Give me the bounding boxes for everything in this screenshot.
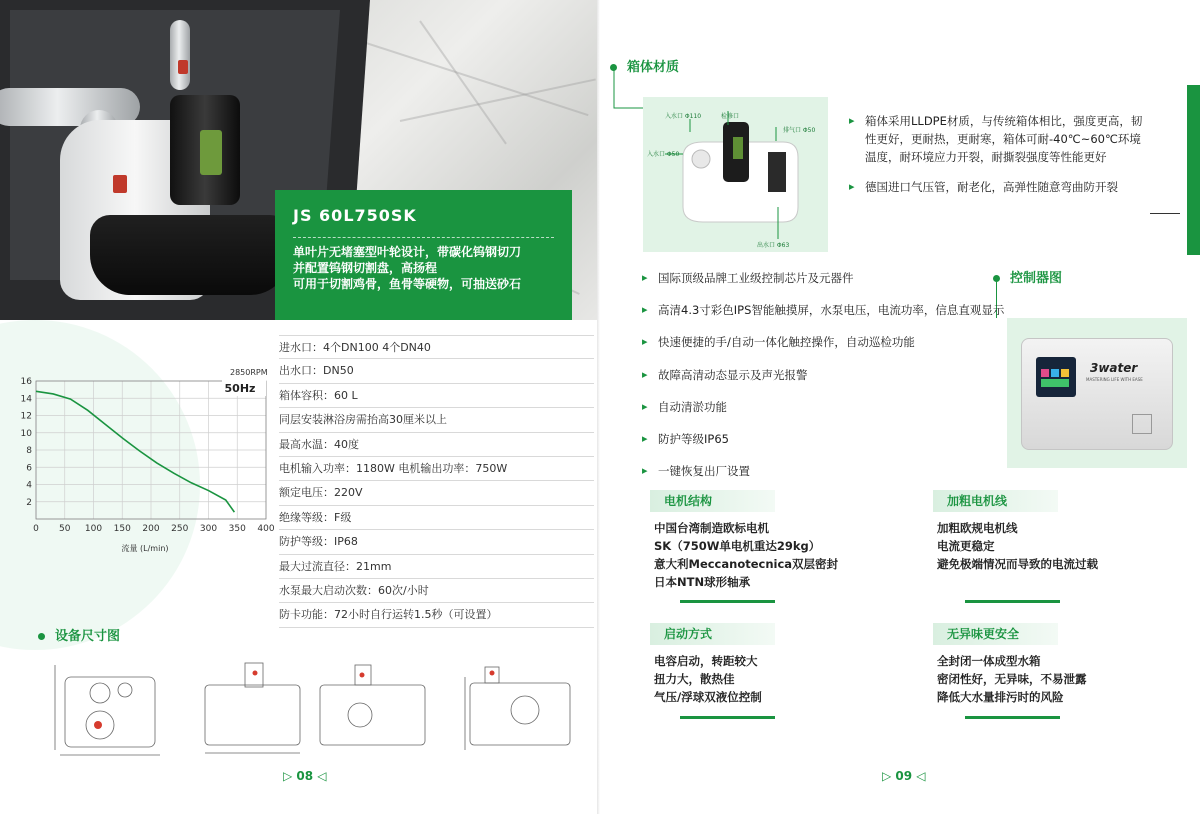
pump-base: [90, 215, 290, 295]
feature-item: ▸ 一键恢复出厂设置: [642, 461, 1042, 493]
hero-line: 并配置钨钢切割盘，高扬程: [293, 261, 438, 275]
feature-item: ▸ 自动清淤功能: [642, 397, 1042, 429]
card-line: 扭力大，散热佳: [654, 672, 735, 686]
card-body: [937, 652, 1087, 706]
diagram-label: 检修口: [721, 113, 740, 120]
card-body: [937, 519, 1098, 573]
rpm-label: 2850RPM: [230, 368, 268, 377]
performance-curve: [36, 391, 234, 512]
card-title: 启动方式: [650, 623, 775, 645]
x-tick-label: 250: [171, 524, 189, 534]
controller-slogan: MASTERING LIFE WITH EASE: [1086, 377, 1143, 382]
pipe: [170, 20, 190, 90]
diagram-label: 出水口 Φ63: [757, 242, 790, 249]
controller-device: [1021, 338, 1173, 450]
y-tick-label: 10: [20, 428, 32, 439]
card-line: SK（750W单电机重达29kg）: [654, 539, 821, 553]
spec-row: 防护等级：IP68: [279, 530, 594, 554]
x-tick-label: 100: [84, 524, 103, 534]
x-tick-label: 200: [142, 524, 160, 534]
spec-table: [279, 335, 594, 628]
x-tick-label: 400: [257, 524, 275, 534]
card-line: 电容启动，转距较大: [654, 654, 758, 668]
spec-row: 电机输入功率：1180W 电机输出功率：750W: [279, 457, 594, 481]
y-tick-label: 16: [20, 377, 32, 387]
spec-row: 防卡功能：72小时自行运转1.5秒（可设置）: [279, 603, 594, 627]
card-line: 意大利Meccanotecnica双层密封: [654, 557, 839, 571]
card-line: 降低大水量排污时的风险: [937, 690, 1064, 704]
card-line: 避免极端情况而导致的电流过载: [937, 557, 1098, 571]
x-tick-label: 50: [59, 524, 71, 534]
diagram-label: 入水口 Φ110: [665, 113, 702, 120]
x-tick-label: 300: [199, 524, 218, 534]
feature-item: ▸ 国际顶级品牌工业级控制芯片及元器件: [642, 268, 1042, 300]
card-line: 日本NTN球形轴承: [654, 575, 751, 589]
performance-chart: [0, 322, 275, 622]
spec-row: 最大过流直径：21mm: [279, 555, 594, 579]
y-tick-label: 8: [26, 446, 32, 456]
x-tick-label: 150: [113, 524, 131, 534]
page-number: ▷ 08 ◁: [283, 769, 327, 783]
x-tick-label: 0: [33, 524, 39, 534]
card-body: [654, 519, 838, 591]
dimensions-title: [38, 625, 120, 644]
dimensions-title-text: 设备尺寸图: [55, 629, 121, 644]
y-tick-label: 2: [26, 497, 32, 508]
controller-brand: 3water: [1090, 361, 1138, 375]
spec-row: 进水口：4个DN100 4个DN40: [279, 335, 594, 359]
warning-icon: [1132, 414, 1152, 434]
hero-line: 可用于切割鸡骨，鱼骨等硬物，可抽送砂石: [293, 277, 522, 291]
card-title: 加粗电机线: [933, 490, 1058, 512]
card-title: 无异味更安全: [933, 623, 1058, 645]
controller-screen: [1036, 357, 1076, 397]
material-title-text: 箱体材质: [627, 60, 680, 75]
card-line: 中国台湾制造欧标电机: [654, 521, 769, 535]
card-body: [654, 652, 762, 706]
tank-diagram: [643, 97, 828, 252]
dimension-drawings: [40, 655, 580, 765]
y-tick-label: 4: [26, 480, 32, 491]
feature-item: ▸ 高清4.3寸彩色IPS智能触摸屏，水泵电压，电流功率，信息直观显示: [642, 300, 1042, 332]
x-axis-label: 流量 (L/min): [121, 544, 169, 553]
card-underline: [680, 600, 775, 603]
controller-title-text: 控制器图: [1010, 271, 1063, 286]
feature-item: ▸ 防护等级IP65: [642, 429, 1042, 461]
feature-item: ▸ 故障高清动态显示及声光报警: [642, 365, 1042, 397]
model-name: JS 60L750SK: [293, 206, 417, 225]
material-bullets: [849, 112, 1149, 196]
accent-bar: [1187, 85, 1200, 255]
x-tick-label: 350: [228, 524, 246, 534]
spec-row: 出水口：DN50: [279, 359, 594, 383]
card-underline: [965, 716, 1060, 719]
hero-line: 单叶片无堵塞型叶轮设计，带碳化钨钢切刀: [293, 245, 522, 259]
spec-row: 同层安装淋浴房需抬高30厘米以上: [279, 408, 594, 432]
valve-icon: [113, 175, 127, 193]
diagram-label: 入水口 Φ50: [647, 151, 680, 158]
card-underline: [965, 600, 1060, 603]
card-line: 电流更稳定: [937, 539, 995, 553]
spec-row: 绝缘等级：F级: [279, 506, 594, 530]
feature-item: ▸ 快速便捷的手/自动一体化触控操作，自动巡检功能: [642, 332, 1042, 364]
material-bullet: ▸ 德国进口气压管，耐老化，高弹性随意弯曲防开裂: [849, 178, 1149, 196]
motor-label: [200, 130, 222, 175]
model-card: [275, 190, 572, 320]
divider: [1150, 213, 1180, 214]
card-line: 加粗欧规电机线: [937, 521, 1018, 535]
controller-image: [1007, 318, 1187, 468]
card-line: 全封闭一体成型水箱: [937, 654, 1041, 668]
card-title: 电机结构: [650, 490, 775, 512]
feature-list: [642, 268, 1042, 493]
diagram-label: 排气口 Φ50: [783, 127, 816, 134]
page-number: ▷ 09 ◁: [882, 769, 926, 783]
chart-title: 50Hz: [224, 382, 256, 395]
card-line: 密闭性好，无异味，不易泄露: [937, 672, 1087, 686]
spec-row: 额定电压：220V: [279, 481, 594, 505]
y-tick-label: 14: [20, 394, 32, 405]
y-tick-label: 6: [26, 463, 32, 474]
bullet-dot-icon: [38, 633, 45, 640]
y-tick-label: 12: [20, 411, 32, 422]
material-bullet: ▸ 箱体采用LLDPE材质，与传统箱体相比，强度更高，韧性更好，更耐热，更耐寒，箱体可耐-40℃~60℃环境温度，耐环境应力开裂，耐撕裂强度等性能更好: [849, 112, 1149, 166]
card-line: 气压/浮球双液位控制: [654, 690, 762, 704]
divider: [293, 237, 554, 238]
tank-drawing: [643, 97, 828, 252]
spec-row: 水泵最大启动次数：60次/小时: [279, 579, 594, 603]
chart-svg: [0, 322, 275, 622]
right-page: [600, 0, 1200, 814]
card-underline: [680, 716, 775, 719]
valve-icon: [178, 60, 188, 74]
spec-row: 箱体容积：60 L: [279, 384, 594, 408]
spec-row: 最高水温：40度: [279, 433, 594, 457]
